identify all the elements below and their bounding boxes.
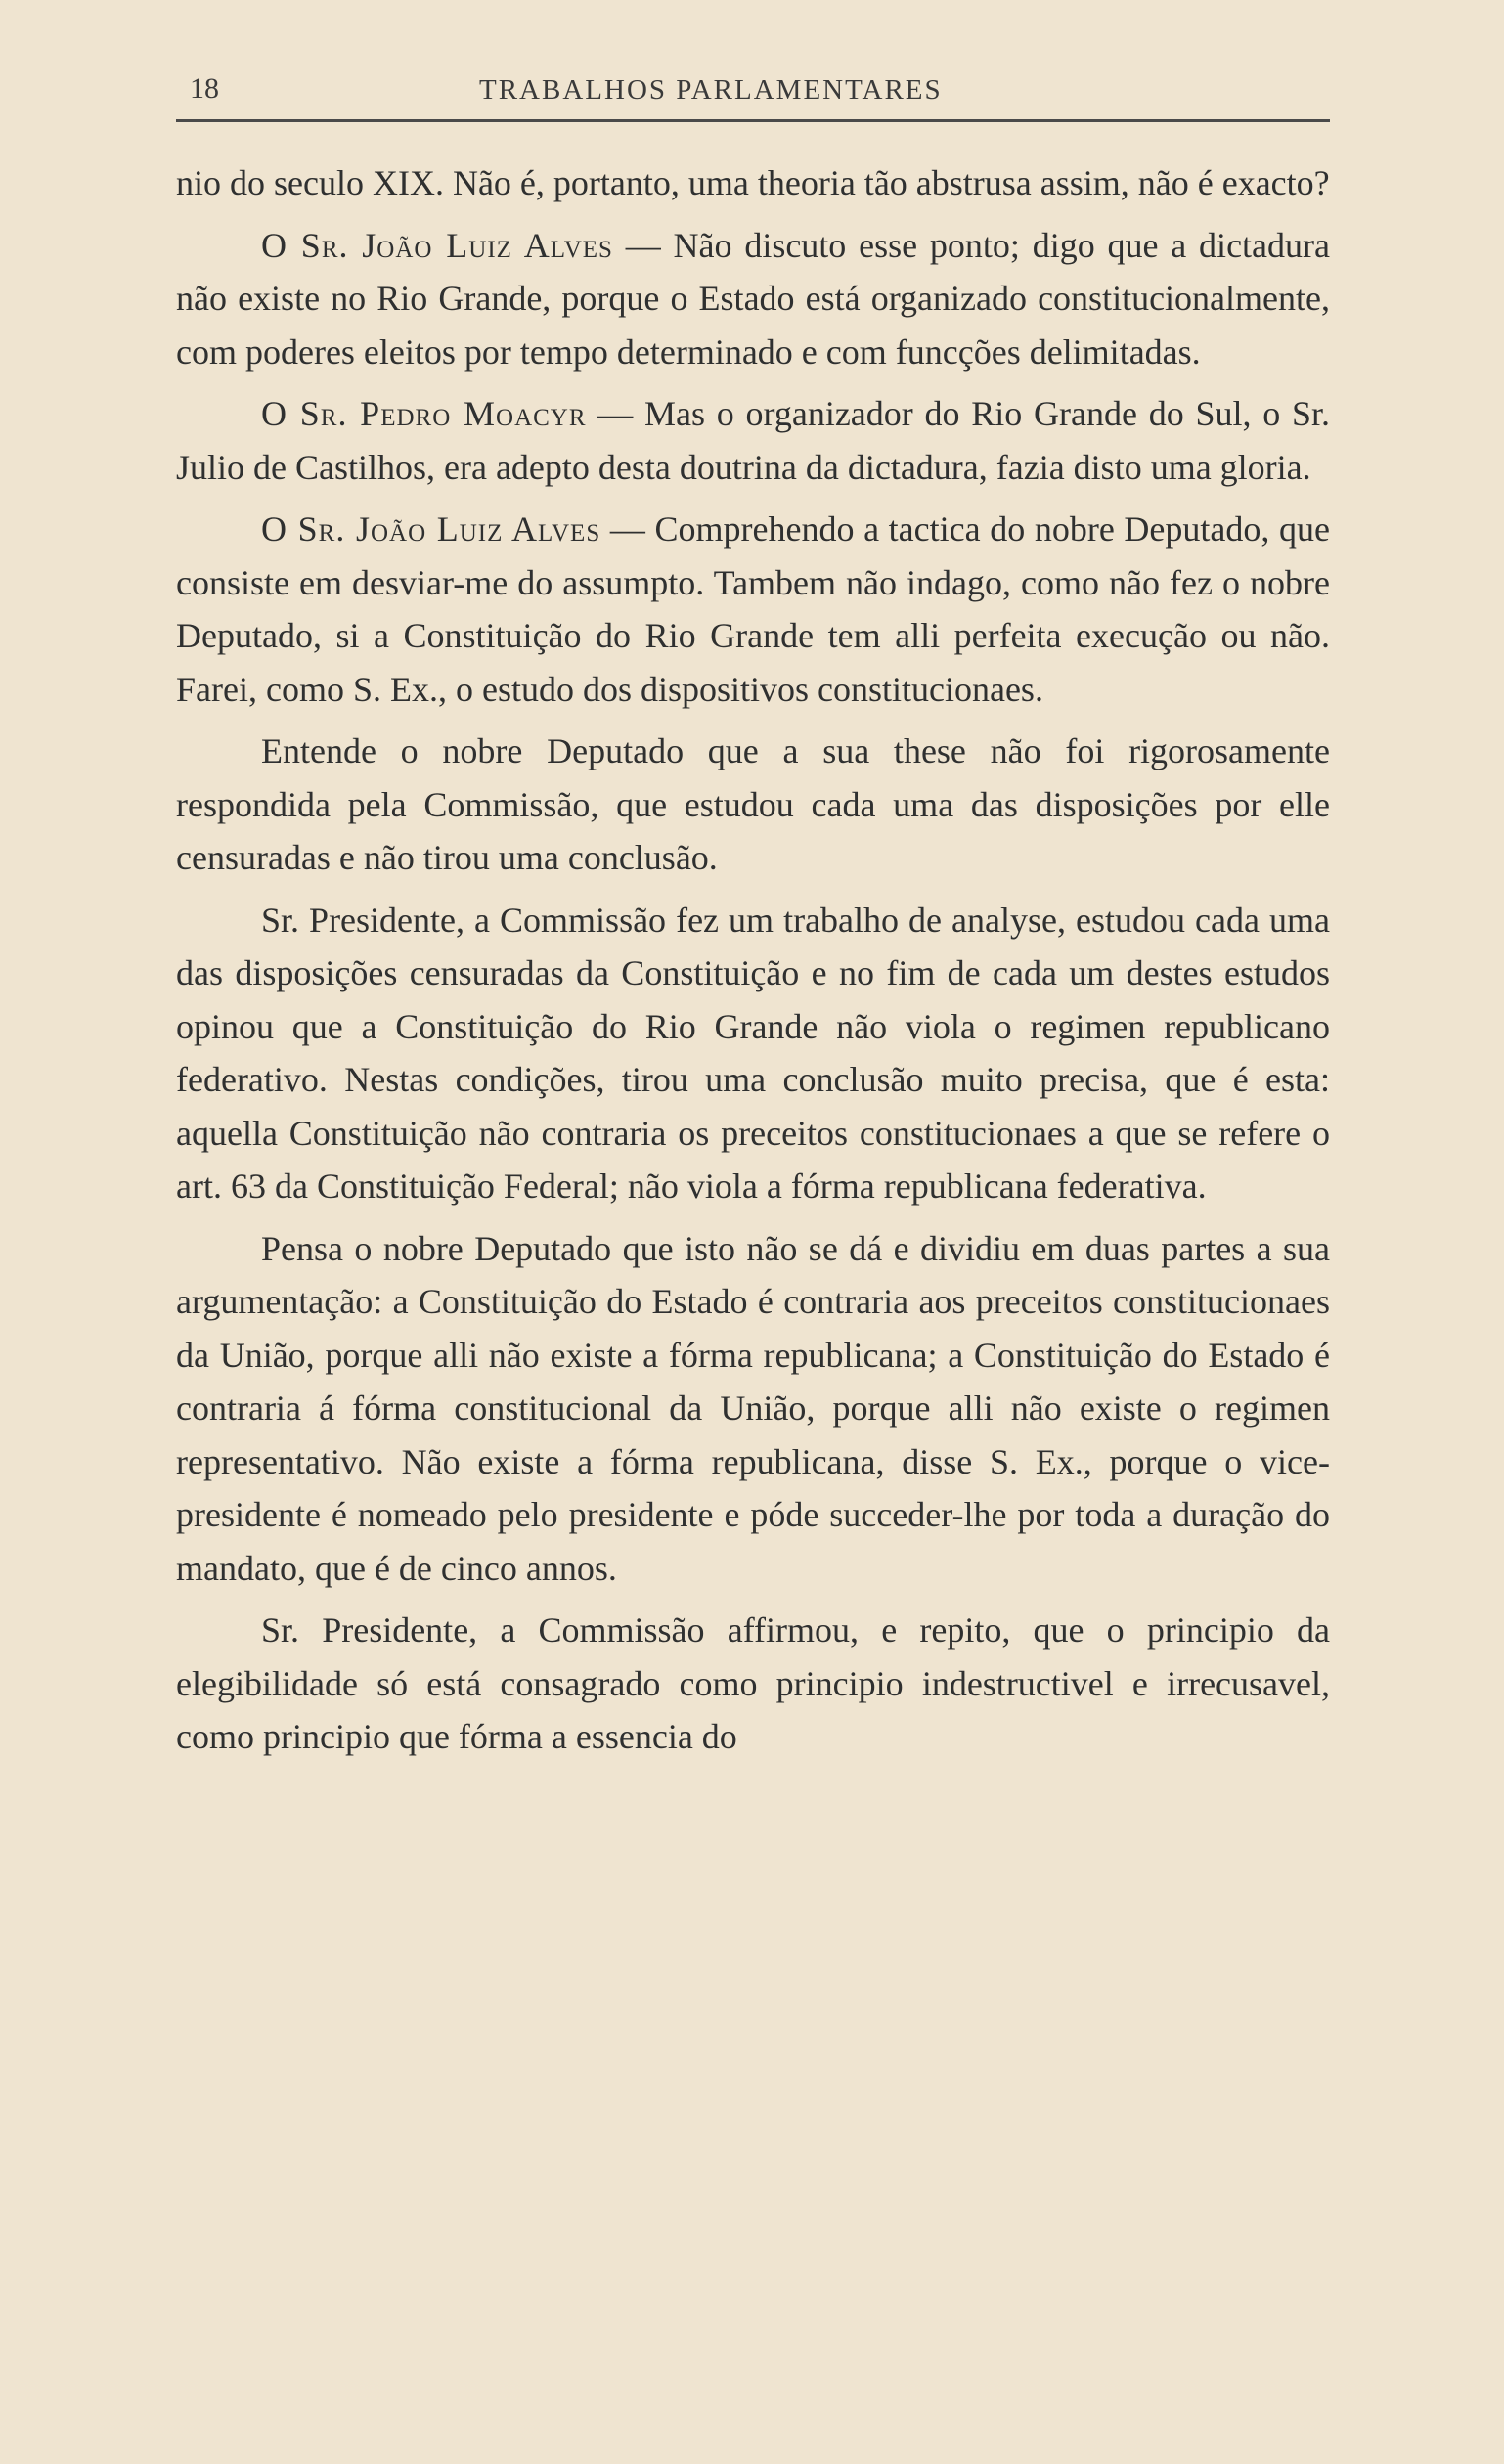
paragraph-text: — Mas o organizador do Rio Grande do Sul, o Sr. Julio de Castilhos, era adepto desta doutrina da dictadura, fazia disto uma gloria. (176, 394, 1330, 487)
paragraph-text: Sr. Presidente, a Commissão affirmou, e repito, que o principio da elegibilidade só está consagrado como principio indestructivel e irrecusavel, como principio que fórma a essencia do (176, 1610, 1330, 1756)
paragraph (176, 503, 1330, 716)
paragraph (176, 1604, 1330, 1764)
paragraph-text: — Comprehendo a tactica do nobre Deputado, que consiste em desviar-me do assumpto. Tambem não indago, como não fez o nobre Deputado, si a Constituição do Rio Grande tem alli perfeita execução ou não. Farei, como S. Ex., o estudo dos dispositivos constitucionaes. (176, 509, 1330, 709)
page-number: 18 (190, 72, 219, 105)
paragraph-text: Sr. Presidente, a Commissão fez um trabalho de analyse, estudou cada uma das disposições censuradas da Constituição e no fim de cada um destes estudos opinou que a Constituição do Rio Grande não viola o regimen republicano federativo. Nestas condições, tirou uma conclusão muito precisa, que é esta: aquella Constituição não contraria os preceitos constitucionaes a que se refere o art. 63 da Constituição Federal; não viola a fórma republicana federativa. (176, 900, 1330, 1206)
paragraph (176, 219, 1330, 379)
running-header (176, 68, 1330, 122)
speaker-name: O Sr. João Luiz Alves (261, 225, 613, 265)
text-body (176, 156, 1330, 1773)
speaker-name: O Sr. Pedro Moacyr (261, 394, 587, 433)
running-title: TRABALHOS PARLAMENTARES (479, 74, 943, 106)
paragraph (176, 894, 1330, 1213)
paragraph (176, 1222, 1330, 1596)
paragraph-text: — Não discuto esse ponto; digo que a dictadura não existe no Rio Grande, porque o Estado está organizado constitucionalmente, com poderes eleitos por tempo determinado e com funcções delimitadas. (176, 225, 1330, 372)
paragraph (176, 156, 1330, 210)
paragraph-text: Entende o nobre Deputado que a sua these não foi rigorosamente respondida pela Commissão, que estudou cada uma das disposições por elle censuradas e não tirou uma conclusão. (176, 731, 1330, 877)
paragraph (176, 725, 1330, 885)
paragraph (176, 387, 1330, 494)
paragraph-text: nio do seculo XIX. Não é, portanto, uma theoria tão abstrusa assim, não é exacto? (176, 163, 1330, 202)
speaker-name: O Sr. João Luiz Alves (261, 509, 601, 549)
paragraph-text: Pensa o nobre Deputado que isto não se dá e dividiu em duas partes a sua argumentação: a Constituição do Estado é contraria aos preceitos constitucionaes da União, porque alli não existe a fórma republicana; a Constituição do Estado é contraria á fórma constitucional da União, porque alli não existe o regimen representativo. Não existe a fórma republicana, disse S. Ex., porque o vice-presidente é nomeado pelo presidente e póde succeder-lhe por toda a duração do mandato, que é de cinco annos. (176, 1228, 1330, 1588)
